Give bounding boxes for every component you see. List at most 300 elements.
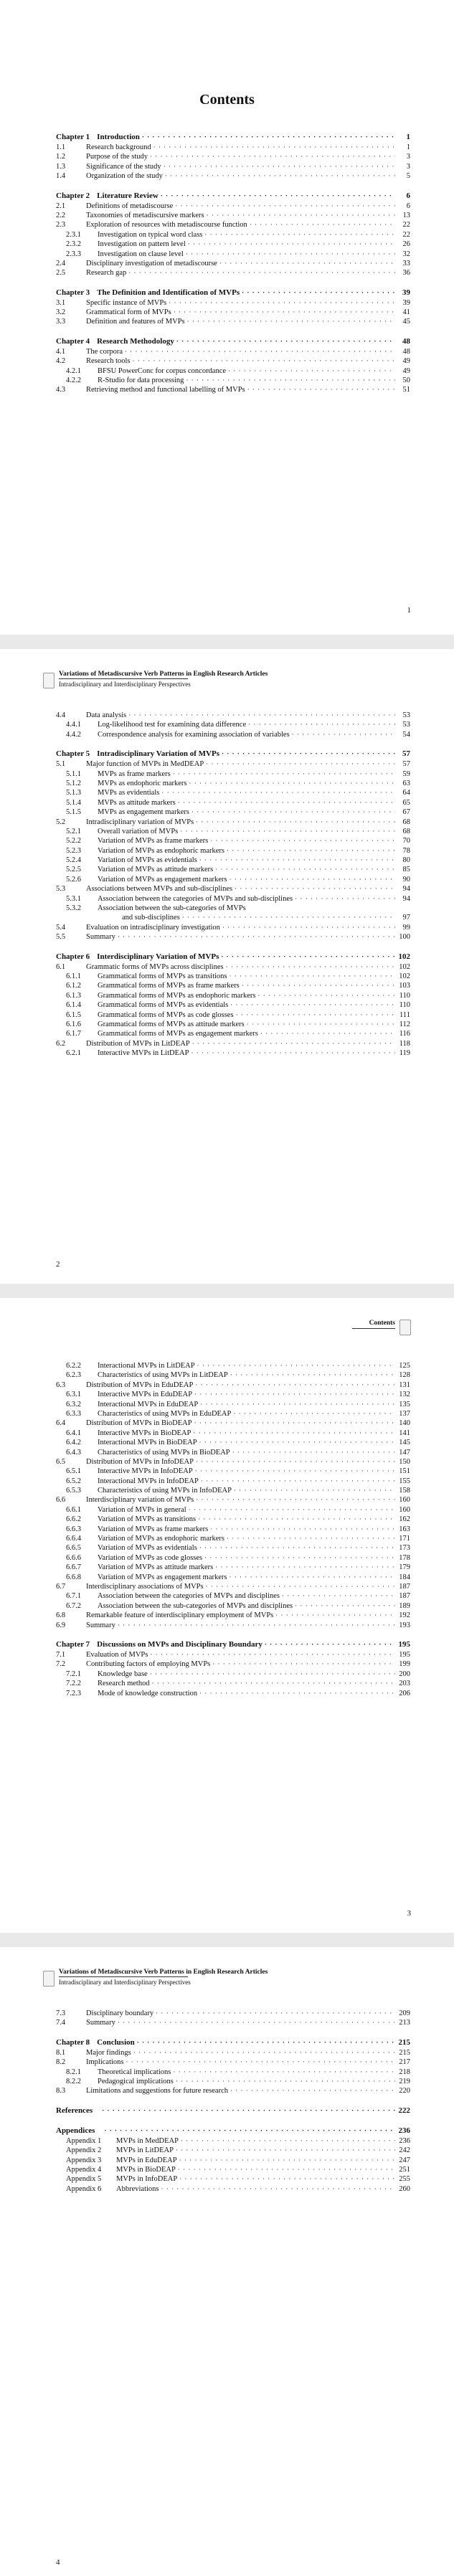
toc-entry[interactable] [56,1563,410,1572]
entry-title: Variation of MVPs as evidentials [98,1544,197,1553]
toc-entry[interactable] [56,2048,410,2058]
entry-title: Variation of MVPs as frame markers [98,837,209,846]
toc-entry[interactable] [56,162,410,171]
toc-chapter-entry[interactable] [56,749,410,759]
entry-title: Log-likelihood test for examining data difference [98,721,247,729]
entry-title: Investigation on typical word class [98,230,203,239]
toc-entry[interactable] [56,1495,410,1505]
entry-number: Chapter 1 [56,133,90,141]
entry-title: Characteristics of using MVPs in BioDEAP [98,1448,230,1457]
entry-title: Grammatical forms of MVPs as code glosses [98,1010,234,1019]
entry-number: 8.3 [56,2087,66,2096]
toc-entry[interactable] [56,1010,410,1020]
toc-entry[interactable] [56,875,410,884]
entry-number: 1.1 [56,143,66,151]
entry-page-number: 147 [399,1448,410,1457]
entry-number: 2.2 [56,211,66,219]
toc-entry[interactable] [56,1621,410,1630]
toc-entry[interactable] [56,1361,410,1370]
entry-title: Grammatical form of MVPs [86,308,171,317]
entry-title: Conclusion [97,2037,135,2047]
entry-page-number: 171 [399,1535,410,1543]
dot-leader [152,1679,395,1688]
toc-entry[interactable] [56,1543,410,1553]
dot-leader [194,1419,395,1428]
entry-title: Organization of the study [86,172,163,181]
toc-entry[interactable] [56,1659,410,1669]
dot-leader [186,376,395,385]
toc-entry[interactable] [56,1582,410,1591]
toc-entry[interactable] [56,972,410,981]
entry-title: Research tools [86,357,131,366]
dot-leader [165,171,395,181]
entry-page-number: 103 [399,982,410,990]
toc-entry[interactable] [56,1679,410,1688]
entry-number: 4.2.2 [66,377,81,385]
entry-page-number: 49 [402,366,410,375]
toc-entry[interactable] [56,818,410,827]
entry-number: 6.6.2 [66,1515,81,1524]
dot-leader [195,1381,395,1390]
toc-entry[interactable] [56,211,410,220]
toc-entry[interactable] [56,836,410,846]
toc-entry[interactable] [56,913,410,922]
entry-page-number: 160 [399,1505,410,1514]
toc-entry[interactable] [56,962,410,972]
toc-entry[interactable] [56,1670,410,1679]
entry-title: Characteristics of using MVPs in EduDEAP [98,1409,232,1418]
entry-page-number: 51 [402,386,410,394]
toc-chapter-entry[interactable] [56,133,410,143]
toc-entry[interactable] [56,827,410,836]
toc-entry[interactable] [56,1467,410,1476]
entry-title: Implications [86,2058,124,2067]
toc-entry[interactable] [56,991,410,1000]
entry-title: MVPs in EduDEAP [116,2156,177,2164]
entry-title: Investigation on pattern level [98,240,186,249]
dot-leader [161,788,395,797]
entry-title: Variation of MVPs as endophoric markers [98,1535,225,1543]
entry-number: 6.5 [56,1457,66,1466]
entry-page-number: 189 [399,1601,410,1610]
entry-page-number: 125 [399,1362,410,1370]
entry-page-number: 102 [398,952,410,961]
dot-leader [228,366,395,376]
entry-page-number: 118 [399,1039,410,1048]
dot-leader [250,220,395,229]
toc-entry[interactable] [56,1477,410,1486]
toc-entry[interactable] [56,376,410,385]
entry-title: Limitations and suggestions for future research [86,2087,228,2096]
toc-entry[interactable] [56,1039,410,1048]
dot-leader [128,711,395,720]
entry-number: 6.4 [56,1419,66,1428]
page-number: 2 [56,1260,60,1269]
toc-entry[interactable] [56,143,410,152]
dot-leader [282,1591,395,1601]
entry-number: 6.7.2 [66,1601,81,1610]
dot-leader [275,1611,395,1620]
toc-chapter-entry[interactable] [56,2038,410,2048]
toc-entry[interactable] [56,230,410,240]
toc-entry[interactable] [56,240,410,249]
dot-leader [187,317,395,326]
dot-leader [118,2018,395,2027]
toc-entry[interactable] [56,1419,410,1428]
entry-number: 3.1 [56,298,66,307]
entry-page-number: 53 [402,711,410,719]
toc-entry[interactable] [56,720,410,729]
dot-leader [207,211,395,220]
dot-leader [179,2174,395,2184]
entry-page-number: 64 [402,789,410,797]
dot-leader [175,202,395,211]
toc-entry[interactable] [56,2068,410,2077]
entry-title: Retrieving method and functional labelling of MVPs [86,386,245,394]
dot-leader [189,1505,395,1515]
entry-page-number: 97 [402,914,410,922]
entry-title: Data analysis [86,711,127,719]
entry-title: Disciplinary boundary [86,2009,154,2017]
toc-entry[interactable] [56,770,410,779]
toc-entry[interactable] [56,1457,410,1467]
entry-page-number: 128 [399,1371,410,1380]
entry-page-number: 217 [399,2058,410,2067]
dot-leader [191,1048,395,1058]
toc-appendix-entry[interactable] [56,2165,410,2174]
toc-entry[interactable] [56,1601,410,1611]
toc-entry[interactable] [56,1591,410,1601]
toc-entry[interactable] [56,1381,410,1390]
header-rule [59,1976,188,1977]
toc-entry[interactable] [56,2086,410,2096]
entry-page-number: 132 [399,1391,410,1399]
entry-page-number: 59 [402,770,410,778]
entry-number: 2.3.3 [66,250,81,258]
toc-entry[interactable] [56,220,410,229]
toc-entry[interactable] [56,923,410,932]
entry-title: Grammatic forms of MVPs across disciplines [86,962,224,971]
dot-leader [193,1429,395,1438]
dot-leader [242,981,395,990]
entry-number: 6.2.1 [66,1049,81,1058]
toc-entry[interactable] [56,1048,410,1058]
dot-leader [174,308,395,317]
toc-entry[interactable] [56,1689,410,1698]
toc-entry[interactable] [56,932,410,942]
entry-number: 5.5 [56,933,66,942]
toc-entry[interactable] [56,711,410,720]
entry-number: 6.3.1 [66,1391,81,1399]
toc-chapter-entry[interactable] [56,288,410,298]
entry-title: Significance of the study [86,162,161,171]
entry-number: 4.4.2 [66,730,81,739]
toc-entry[interactable] [56,981,410,990]
page-1 [0,0,454,635]
entry-page-number: 6 [406,191,410,200]
entry-number: 2.1 [56,202,66,210]
toc-entry[interactable] [56,385,410,394]
toc-entry[interactable] [56,1400,410,1409]
dot-leader [182,913,395,922]
entry-title: MVPs as engagement markers [98,808,190,817]
entry-number: 7.3 [56,2009,66,2017]
dot-leader [176,2077,395,2086]
entry-page-number: 247 [399,2156,410,2164]
toc-entry[interactable] [56,268,410,278]
entry-number: 7.4 [56,2019,66,2027]
entry-number: Appendices [56,2126,95,2135]
entry-number: 5.1.4 [66,798,81,807]
entry-page-number: 110 [399,991,410,1000]
entry-page-number: 199 [399,1660,410,1669]
toc-entry[interactable] [56,894,410,904]
entry-page-number: 112 [399,1020,410,1028]
entry-page-number: 137 [399,1409,410,1418]
entry-page-number: 158 [399,1487,410,1495]
entry-title: Distribution of MVPs in BioDEAP [86,1419,192,1428]
toc-list [56,711,410,1059]
entry-title: Mode of knowledge construction [98,1689,198,1697]
dot-leader [230,1370,395,1380]
entry-title: and sub-disciplines [122,914,180,922]
dot-leader [150,1650,395,1659]
toc-entry[interactable] [56,1029,410,1038]
entry-number: 3.2 [56,308,66,317]
entry-title: MVPs as attitude markers [98,798,176,807]
book-spine-icon [399,1320,411,1335]
toc-entry[interactable] [56,856,410,865]
dot-leader [196,1495,395,1505]
entry-title: Interdisciplinary variation of MVPs [86,1496,194,1505]
entry-page-number: 53 [402,721,410,729]
toc-entry[interactable] [56,1438,410,1447]
entry-page-number: 32 [402,250,410,258]
toc-entry[interactable] [56,2009,410,2018]
entry-number: References [56,2106,93,2115]
toc-entry[interactable] [56,298,410,308]
entry-number: 7.1 [56,1650,66,1659]
entry-title: Pedagogical implications [98,2077,174,2085]
dot-leader [161,191,395,201]
dot-leader [206,1582,395,1591]
toc-entry[interactable] [56,1486,410,1495]
entry-number: 7.2 [56,1660,66,1669]
entry-number: 5.2.4 [66,856,81,865]
toc-entry[interactable] [56,2058,410,2067]
toc-entry[interactable] [56,779,410,788]
entry-number: 7.2.2 [66,1680,81,1688]
dot-leader [235,884,395,894]
entry-page-number: 54 [402,730,410,739]
entry-number: 8.2 [56,2058,66,2067]
book-spine-icon [43,673,55,688]
toc-entry[interactable] [56,759,410,769]
dot-leader [265,1640,395,1649]
entry-number: 5.2.2 [66,837,81,846]
book-subtitle: Intradisciplinary and Interdisciplinary Perspectives [59,681,191,688]
toc-entry[interactable] [56,1429,410,1438]
toc-appendix-entry[interactable] [56,2136,410,2146]
toc-entry[interactable] [56,366,410,376]
entry-title: Research method [98,1680,150,1688]
toc-entry[interactable] [56,846,410,856]
toc-chapter-entry[interactable] [56,2106,410,2116]
entry-page-number: 85 [402,866,410,874]
toc-entry[interactable] [56,1553,410,1563]
entry-title: MVPs in LitDEAP [116,2146,174,2155]
toc-appendix-entry[interactable] [56,2184,410,2194]
entry-page-number: 179 [399,1563,410,1572]
toc-entry[interactable] [56,1409,410,1419]
entry-number: 5.2.5 [66,866,81,874]
entry-number: Appendix 5 [66,2175,102,2184]
toc-entry[interactable] [56,1611,410,1620]
dot-leader [178,2165,395,2174]
entry-title: Variation of MVPs as endophoric markers [98,846,225,855]
toc-entry[interactable] [56,884,410,894]
dot-leader [226,962,395,972]
dot-leader [192,1039,395,1048]
toc-entry[interactable] [56,788,410,797]
toc-entry[interactable] [56,1390,410,1399]
toc-entry[interactable] [56,356,410,366]
toc-chapter-entry[interactable] [56,1640,410,1650]
toc-chapter-entry[interactable] [56,952,410,962]
entry-number: 6.5.3 [66,1487,81,1495]
entry-page-number: 102 [399,972,410,980]
page-title: Contents [199,92,255,108]
toc-chapter-entry[interactable] [56,2126,410,2136]
entry-title: Distribution of MVPs in EduDEAP [86,1381,194,1389]
toc-entry[interactable] [56,152,410,161]
entry-title: Overall variation of MVPs [98,827,179,835]
toc-entry[interactable] [56,2077,410,2086]
toc-entry[interactable] [56,2018,410,2027]
entry-title: Grammatical forms of MVPs as endophoric markers [98,991,256,1000]
entry-page-number: 119 [399,1049,410,1058]
entry-page-number: 151 [399,1467,410,1476]
dot-leader [118,932,395,942]
entry-number: 5.1.5 [66,808,81,817]
dot-leader [247,1020,395,1029]
entry-page-number: 68 [402,827,410,835]
toc-entry[interactable] [56,202,410,211]
entry-page-number: 200 [399,1670,410,1678]
entry-page-number: 67 [402,808,410,817]
entry-number: 8.2.1 [66,2068,81,2076]
toc-entry[interactable] [56,1515,410,1524]
entry-title: MVPs as frame markers [98,770,171,778]
dot-leader [236,1010,395,1020]
toc-entry[interactable] [56,1505,410,1515]
toc-entry[interactable] [56,1370,410,1380]
toc-chapter-entry[interactable] [56,337,410,347]
entry-title: Interactional MVPs in EduDEAP [98,1400,199,1408]
entry-title: Discussions on MVPs and Disciplinary Boundary [97,1639,263,1649]
entry-number: 6.7.1 [66,1592,81,1601]
entry-title: Introduction [97,133,140,141]
entry-title: MVPs in BioDEAP [116,2165,176,2174]
entry-title: The Definition and Identification of MVPs [97,288,240,297]
entry-title: Variation of MVPs as evidentials [98,856,197,865]
toc-entry[interactable] [56,317,410,326]
header-rule [59,678,188,679]
entry-title: Purpose of the study [86,153,148,161]
toc-entry[interactable] [56,808,410,817]
entry-page-number: 236 [398,2126,410,2135]
entry-number: 6.2.3 [66,1371,81,1380]
toc-entry[interactable] [56,1020,410,1029]
toc-entry[interactable] [56,904,410,913]
entry-title: Summary [86,933,115,942]
entry-page-number: 160 [399,1496,410,1505]
entry-number: 6.6.6 [66,1553,81,1562]
entry-page-number: 150 [399,1457,410,1466]
entry-number: 6.3.3 [66,1409,81,1418]
dot-leader [181,2136,395,2146]
toc-appendix-entry[interactable] [56,2146,410,2155]
entry-number: Appendix 6 [66,2184,102,2193]
entry-title: MVPs as evidentials [98,789,160,797]
entry-number: 6.6.5 [66,1544,81,1553]
dot-leader [232,1448,395,1457]
entry-number: 5.1.2 [66,779,81,787]
toc-entry[interactable] [56,259,410,268]
toc-appendix-entry[interactable] [56,2156,410,2165]
entry-number: Appendix 2 [66,2146,102,2155]
toc-entry[interactable] [56,171,410,181]
toc-entry[interactable] [56,1573,410,1582]
entry-page-number: 45 [402,318,410,326]
toc-entry[interactable] [56,1534,410,1543]
entry-page-number: 141 [399,1429,410,1437]
entry-title: Contributing factors of employing MVPs [86,1660,211,1669]
entry-page-number: 178 [399,1553,410,1562]
dot-leader [233,1409,395,1419]
toc-entry[interactable] [56,1448,410,1457]
toc-entry[interactable] [56,1525,410,1534]
toc-entry[interactable] [56,308,410,317]
toc-entry[interactable] [56,730,410,739]
page-number: 4 [56,2558,60,2567]
dot-leader [198,1515,395,1524]
toc-entry[interactable] [56,250,410,259]
toc-entry[interactable] [56,865,410,874]
entry-number: 6.6.4 [66,1535,81,1543]
toc-appendix-entry[interactable] [56,2174,410,2184]
toc-entry[interactable] [56,798,410,808]
entry-title: Associations between MVPs and sub-disciplines [86,885,233,894]
dot-leader [188,240,395,249]
entry-title: Characteristics of using MVPs in InfoDEAP [98,1487,232,1495]
entry-number: 6.2 [56,1039,66,1048]
entry-page-number: 39 [402,298,410,307]
toc-entry[interactable] [56,347,410,356]
entry-title: BFSU PowerConc for corpus concordance [98,366,227,375]
dot-leader [142,133,395,142]
entry-number: 6.7 [56,1582,66,1591]
entry-number: 6.4.2 [66,1439,81,1447]
dot-leader [161,2184,396,2194]
entry-page-number: 195 [399,1650,410,1659]
entry-title: Investigation on clause level [98,250,184,258]
entry-number: 5.1.3 [66,789,81,797]
toc-chapter-entry[interactable] [56,191,410,202]
toc-entry[interactable] [56,1650,410,1659]
entry-page-number: 116 [399,1030,410,1038]
toc-entry[interactable] [56,1000,410,1010]
